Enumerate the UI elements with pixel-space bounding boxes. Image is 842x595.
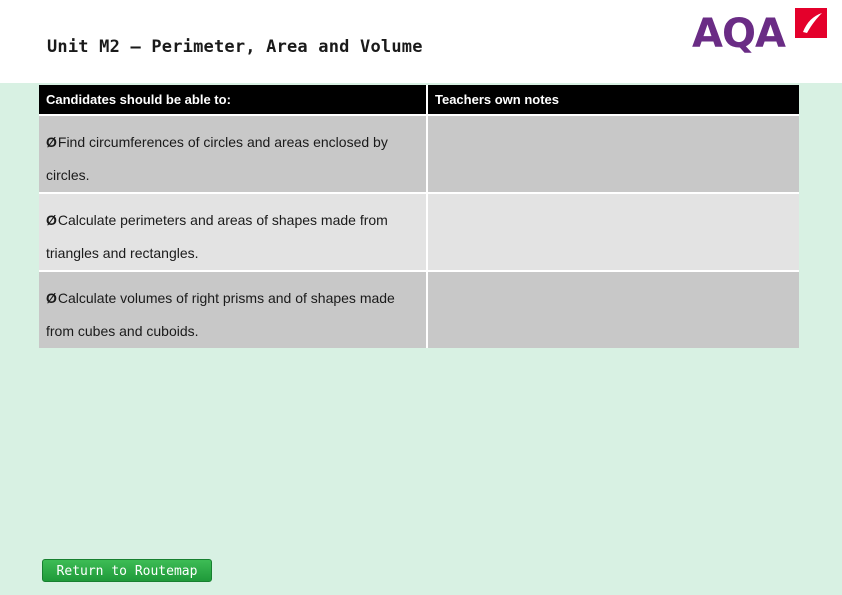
- notes-cell[interactable]: [427, 193, 799, 271]
- page-title: Unit M2 – Perimeter, Area and Volume: [47, 37, 423, 57]
- header-candidates: Candidates should be able to:: [39, 85, 427, 115]
- page-header: [0, 0, 842, 83]
- aqa-logo-text: AQA: [692, 11, 785, 57]
- table-row: [39, 115, 799, 193]
- arrow-bullet-icon: Ø: [46, 290, 57, 306]
- aqa-logo-mark-icon: [795, 8, 827, 38]
- objective-text: Calculate perimeters and areas of shapes made from triangles and rectangles.: [46, 212, 388, 261]
- objective-text: Calculate volumes of right prisms and of shapes made from cubes and cuboids.: [46, 290, 395, 339]
- learning-objectives-table: [39, 85, 799, 348]
- objective-cell: [39, 271, 427, 348]
- objective-text: Find circumferences of circles and areas enclosed by circles.: [46, 134, 388, 183]
- objective-cell: [39, 115, 427, 193]
- return-to-routemap-button[interactable]: Return to Routemap: [42, 559, 212, 582]
- notes-cell[interactable]: [427, 115, 799, 193]
- header-teachers-notes: Teachers own notes: [427, 85, 799, 115]
- arrow-bullet-icon: Ø: [46, 134, 57, 150]
- table-row: [39, 271, 799, 348]
- objective-cell: [39, 193, 427, 271]
- aqa-logo: [692, 8, 828, 56]
- notes-cell[interactable]: [427, 271, 799, 348]
- table-row: [39, 193, 799, 271]
- arrow-bullet-icon: Ø: [46, 212, 57, 228]
